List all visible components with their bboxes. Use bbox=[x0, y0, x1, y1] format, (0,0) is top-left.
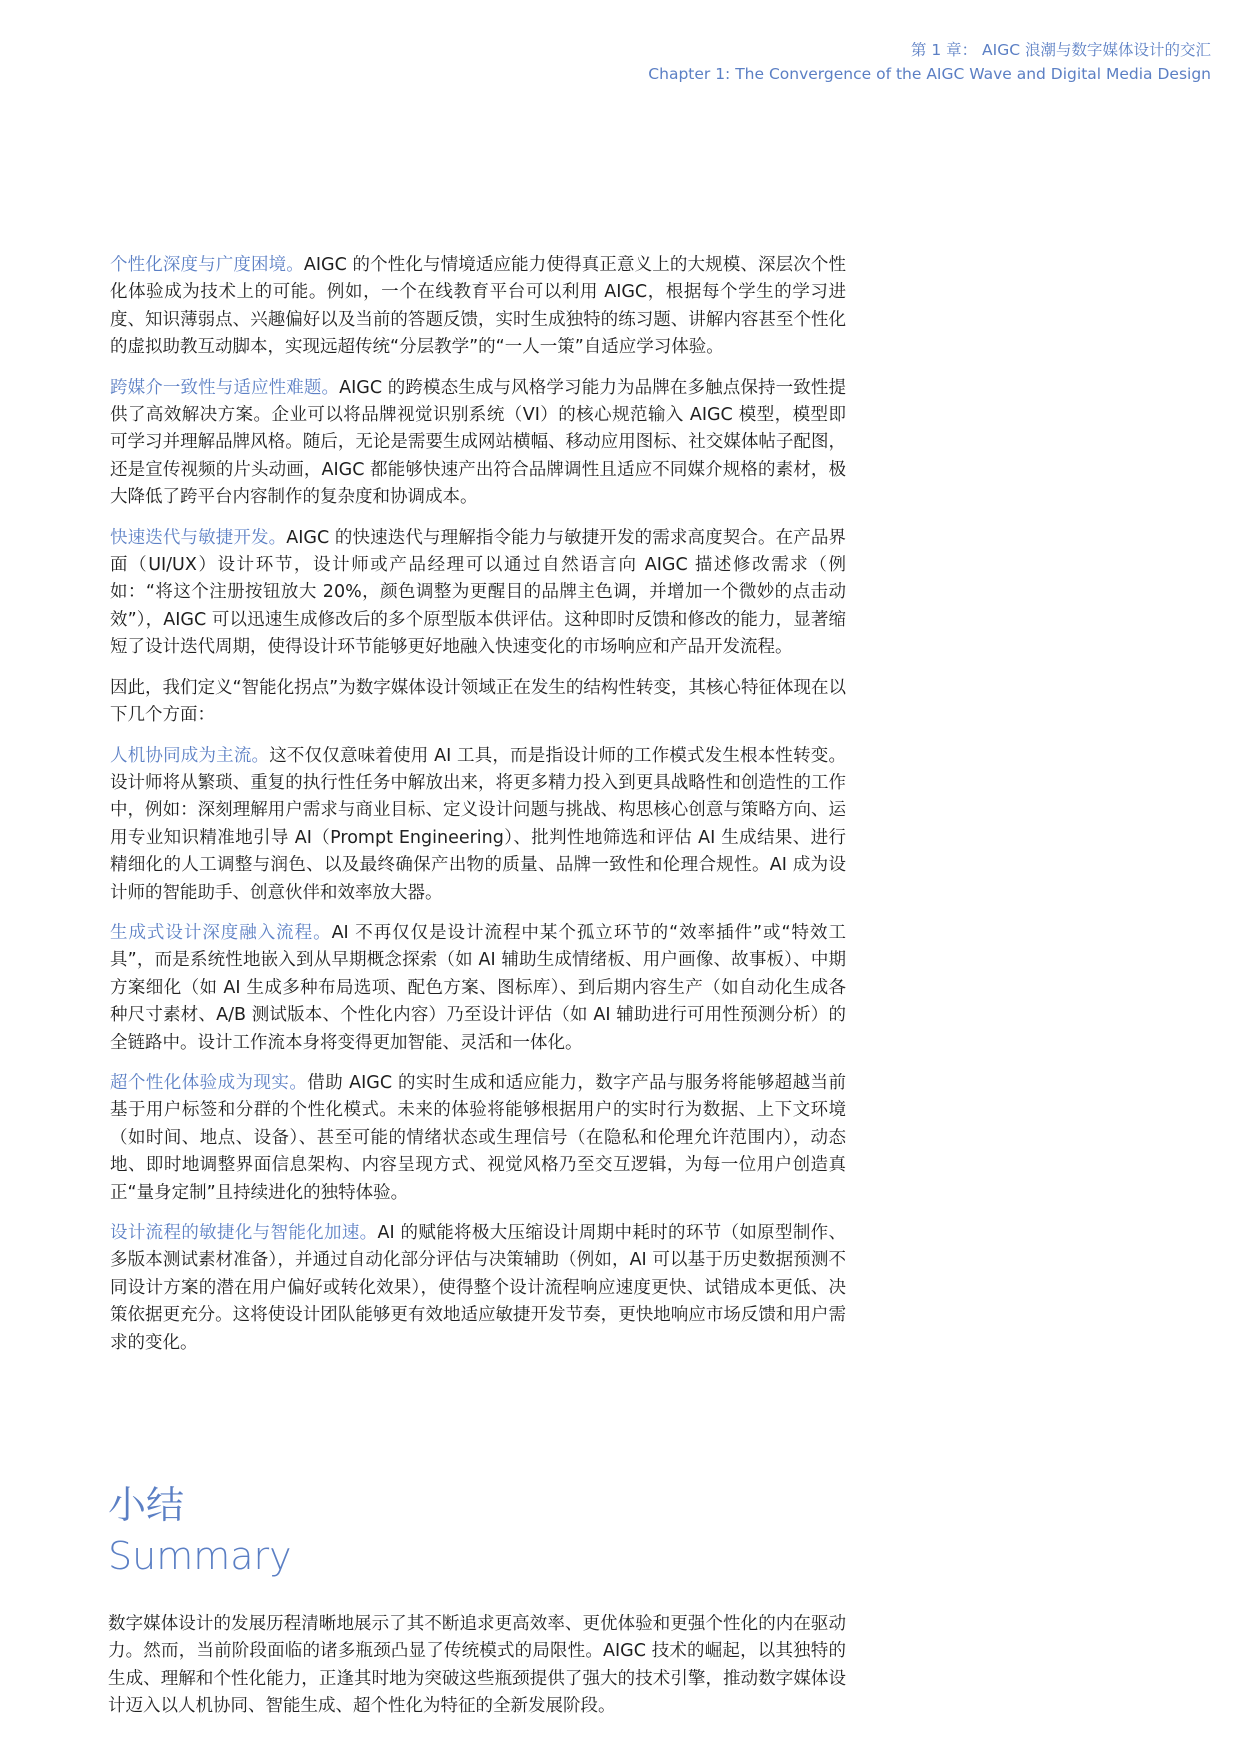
paragraph-heading: 跨媒介一致性与适应性难题。 bbox=[110, 377, 340, 398]
paragraph bbox=[110, 675, 846, 730]
paragraph-text: AIGC 的快速迭代与理解指令能力与敏捷开发的需求高度契合。在产品界面（UI/UX）设计环节，设计师或产品经理可以通过自然语言向 AIGC 描述修改需求（例如：“将这个注册按钮放大 20%，颜色调整为更醒目的品牌主色调，并增加一个微妙的点击动效”），AIGC 可以迅速生成修改后的多个原型版本供评估。这种即时反馈和修改的能力，显著缩短了设计迭代周期，使得设计环节能够更好地融入快速变化的市场响应和产品开发流程。 bbox=[110, 527, 846, 658]
running-header bbox=[30, 38, 1211, 86]
summary-title-cn: 小结 bbox=[108, 1483, 185, 1527]
paragraph-text: AIGC 的跨模态生成与风格学习能力为品牌在多触点保持一致性提供了高效解决方案。企业可以将品牌视觉识别系统（VI）的核心规范输入 AIGC 模型，模型即可学习并理解品牌风格。随后，无论是需要生成网站横幅、移动应用图标、社交媒体帖子配图，还是宣传视频的片头动画，AIGC 都能够快速产出符合品牌调性且适应不同媒介规格的素材，极大降低了跨平台内容制作的复杂度和协调成本。 bbox=[110, 377, 846, 508]
paragraph bbox=[110, 743, 846, 907]
paragraph-text: AIGC 的个性化与情境适应能力使得真正意义上的大规模、深层次个性化体验成为技术上的可能。例如，一个在线教育平台可以利用 AIGC，根据每个学生的学习进度、知识薄弱点、兴趣偏好以及当前的答题反馈，实时生成独特的练习题、讲解内容甚至个性化的虚拟助教互动脚本，实现远超传统“分层教学”的“一人一策”自适应学习体验。 bbox=[110, 255, 846, 358]
paragraph bbox=[110, 252, 846, 362]
summary-heading bbox=[108, 1480, 848, 1582]
summary-text: 数字媒体设计的发展历程清晰地展示了其不断追求更高效率、更优体验和更强个性化的内在驱动力。然而，当前阶段面临的诸多瓶颈凸显了传统模式的局限性。AIGC 技术的崛起，以其独特的生成、理解和个性化能力，正逢其时地为突破这些瓶颈提供了强大的技术引擎，推动数字媒体设计迈入以人机协同、智能生成、超个性化为特征的全新发展阶段。 bbox=[108, 1614, 846, 1717]
paragraph-heading: 生成式设计深度融入流程。 bbox=[110, 922, 332, 943]
paragraph bbox=[110, 920, 846, 1057]
paragraph-heading: 个性化深度与广度困境。 bbox=[110, 255, 304, 275]
paragraph-text: 借助 AIGC 的实时生成和适应能力，数字产品与服务将能够超越当前基于用户标签和分群的个性化模式。未来的体验将能够根据用户的实时行为数据、上下文环境（如时间、地点、设备）、甚至可能的情绪状态或生理信号（在隐私和伦理允许范围内），动态地、即时地调整界面信息架构、内容呈现方式、视觉风格乃至交互逻辑，为每一位用户创造真正“量身定制”且持续进化的独特体验。 bbox=[110, 1072, 846, 1203]
paragraph-text: 这不仅仅意味着使用 AI 工具，而是指设计师的工作模式发生根本性转变。设计师将从繁琐、重复的执行性任务中解放出来，将更多精力投入到更具战略性和创造性的工作中，例如：深刻理解用户需求与商业目标、定义设计问题与挑战、构思核心创意与策略方向、运用专业知识精准地引导 AI（Prompt Engineering）、批判性地筛选和评估 AI 生成结果、进行精细化的人工调整与润色、以及最终确保产出物的质量、品牌一致性和伦理合规性。AI 成为设计师的智能助手、创意伙伴和效率放大器。 bbox=[110, 745, 846, 903]
paragraph-text: AI 的赋能将极大压缩设计周期中耗时的环节（如原型制作、多版本测试素材准备），并通过自动化部分评估与决策辅助（例如，AI 可以基于历史数据预测不同设计方案的潜在用户偏好或转化效果），使得整个设计流程响应速度更快、试错成本更低、决策依据更充分。这将使设计团队能够更有效地适应敏捷开发节奏，更快地响应市场反馈和用户需求的变化。 bbox=[110, 1223, 847, 1353]
paragraph-heading: 快速迭代与敏捷开发。 bbox=[110, 527, 287, 548]
summary-title-en: Summary bbox=[108, 1534, 292, 1578]
paragraph-text: 因此，我们定义“智能化拐点”为数字媒体设计领域正在发生的结构性转变，其核心特征体现在以下几个方面： bbox=[110, 677, 846, 726]
paragraph-heading: 超个性化体验成为现实。 bbox=[110, 1072, 308, 1093]
chapter-title-en: Chapter 1: The Convergence of the AIGC Wave and Digital Media Design bbox=[648, 65, 1211, 83]
paragraph-heading: 人机协同成为主流。 bbox=[110, 745, 270, 766]
body-text bbox=[110, 252, 846, 1370]
paragraph-text: AI 不再仅仅是设计流程中某个孤立环节的“效率插件”或“特效工具”，而是系统性地嵌入到从早期概念探索（如 AI 辅助生成情绪板、用户画像、故事板）、中期方案细化（如 AI 生成多种布局选项、配色方案、图标库）、到后期内容生产（如自动化生成各种尺寸素材、A/B 测试版本、个性化内容）乃至设计评估（如 AI 辅助进行可用性预测分析）的全链路中。设计工作流本身将变得更加智能、灵活和一体化。 bbox=[110, 922, 846, 1053]
chapter-title-cn: 第 1 章： AIGC 浪潮与数字媒体设计的交汇 bbox=[910, 41, 1211, 59]
paragraph bbox=[110, 375, 846, 512]
paragraph-heading: 设计流程的敏捷化与智能化加速。 bbox=[110, 1223, 378, 1243]
paragraph bbox=[110, 1070, 846, 1207]
paragraph bbox=[110, 1220, 846, 1357]
paragraph bbox=[110, 525, 846, 662]
